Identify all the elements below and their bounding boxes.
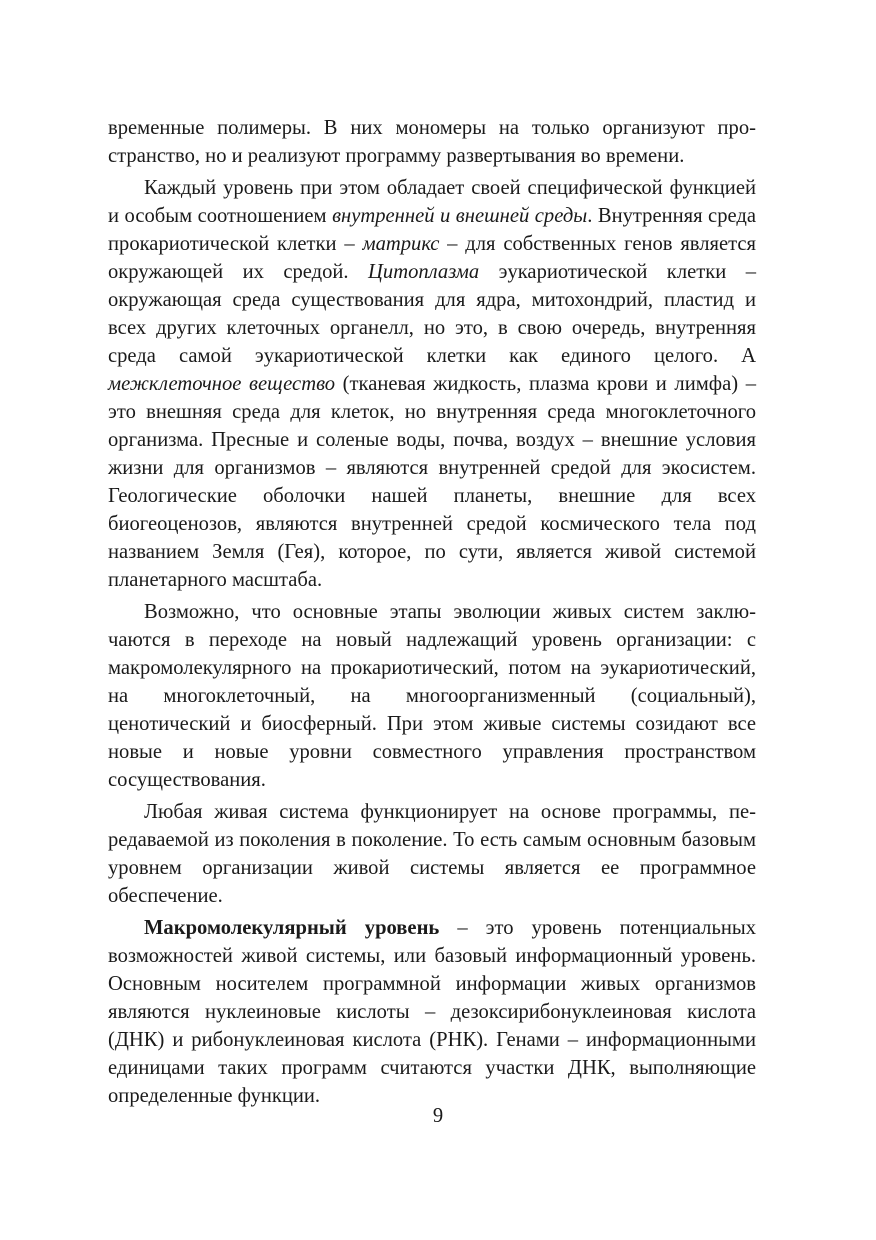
paragraph-5-text: – это уровень потенциальных возможностей живой системы, или базовый информационный уровень. Основным носителем программной информации живых организмов являются нуклеиновые кислоты – дезоксирибонуклеиновая кислота (ДНК) и рибонуклеиновая кислота (РНК). Генами – информационными единицами таких программ считаются участки ДНК, выполняющие определенные функции. xyxy=(108,917,756,1107)
paragraph-2-text-1: Каждый уровень при этом обладает своей специфической функцией и особым соотношением xyxy=(108,177,756,227)
term-intercellular-substance: межклеточное вещество xyxy=(108,373,336,395)
term-cytoplasm: Цитоплазма xyxy=(368,261,480,283)
paragraph-2-text-3: – для собственных генов является окружающей их средой. xyxy=(108,233,756,283)
paragraph-1 xyxy=(108,114,756,170)
paragraph-2-text-4: эукариотической клетки – окружающая среда существования для ядра, митохондрий, пластид и всех других клеточных органелл, но это, в свою очередь, внутренняя среда самой эукариотической клетки как единого целого. А xyxy=(108,261,756,367)
paragraph-4-text: Любая живая система функционирует на основе программы, передаваемой из поколения в поколение. То есть самым основным базовым уровнем организации живой системы является ее программное обеспечение. xyxy=(108,801,756,907)
paragraph-2-text-2: . Внутренняя среда прокариотической клетки – xyxy=(108,205,756,255)
paragraph-2 xyxy=(108,174,756,594)
paragraph-2-text-5: (тканевая жидкость, плазма крови и лимфа) – это внешняя среда для клеток, но внутренняя среда многоклеточного организма. Пресные и соленые воды, почва, воздух – внешние условия жизни для организмов – являются внутренней средой для экосистем. Геологические оболочки нашей планеты, внешние для всех биогеоценозов, являются внутренней средой космического тела под названием Земля (Гея), которое, по сути, является живой системой планетарного масштаба. xyxy=(108,373,756,591)
term-macromolecular-level: Макромолекулярный уровень xyxy=(144,917,440,939)
page-number: 9 xyxy=(432,1105,444,1127)
paragraph-3 xyxy=(108,598,756,794)
paragraph-3-text: Возможно, что основные этапы эволюции живых систем заключаются в переходе на новый надлежащий уровень организации: с макромолекулярного на прокариотический, потом на эукариотический, на многоклеточный, на многоорганизменный (социальный), ценотический и биосферный. При этом живые системы созидают все новые и новые уровни совместного управления пространством сосуществования. xyxy=(108,601,756,791)
paragraph-1-text: временные полимеры. В них мономеры на только организуют пространство, но и реализуют программу развертывания во времени. xyxy=(108,117,756,167)
term-internal-external-environment: внутренней и внешней среды xyxy=(332,205,588,227)
term-matrix: матрикс xyxy=(362,233,440,255)
paragraph-5 xyxy=(108,914,756,1110)
paragraph-4 xyxy=(108,798,756,910)
page-body xyxy=(108,114,756,1110)
